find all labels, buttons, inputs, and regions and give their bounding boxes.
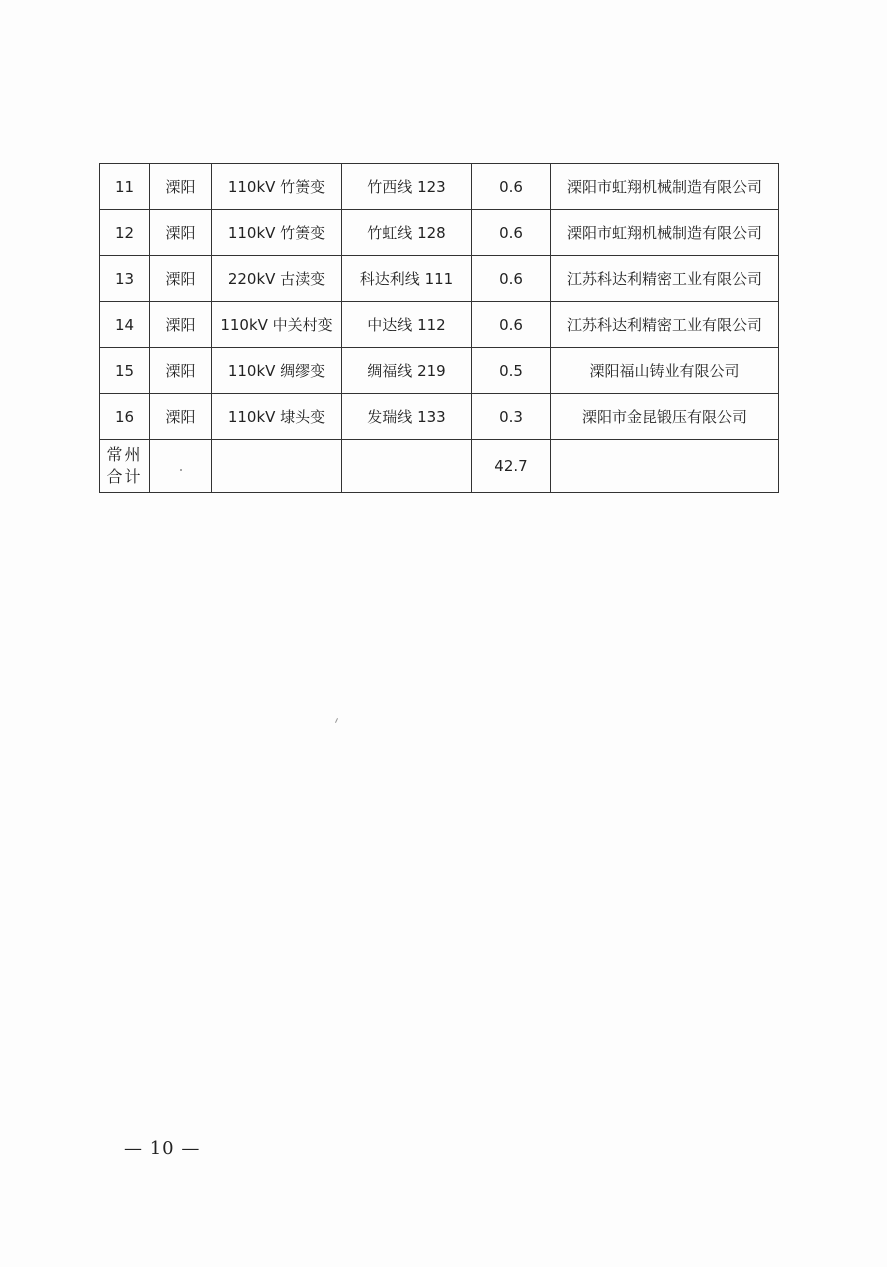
company-cell: 溧阳市虹翔机械制造有限公司 — [551, 164, 779, 210]
line-cell: 竹西线 123 — [342, 164, 472, 210]
load-cell: 0.6 — [472, 256, 551, 302]
substation-cell: 110kV 竹箦变 — [212, 210, 342, 256]
company-cell: 江苏科达利精密工业有限公司 — [551, 302, 779, 348]
table-row — [100, 394, 779, 440]
load-cell: 0.6 — [472, 210, 551, 256]
scan-dot — [180, 469, 182, 471]
substation-cell: 110kV 埭头变 — [212, 394, 342, 440]
substation-cell: 220kV 古渎变 — [212, 256, 342, 302]
company-cell: 溧阳福山铸业有限公司 — [551, 348, 779, 394]
row-number-cell: 15 — [100, 348, 150, 394]
total-label-cell — [100, 440, 150, 493]
county-cell: 溧阳 — [150, 302, 212, 348]
line-cell: 竹虹线 128 — [342, 210, 472, 256]
total-label: 常州合计 — [106, 445, 143, 486]
table-row — [100, 302, 779, 348]
load-cell: 0.5 — [472, 348, 551, 394]
line-cell: 绸福线 219 — [342, 348, 472, 394]
line-cell: 科达利线 111 — [342, 256, 472, 302]
load-cell: 0.6 — [472, 302, 551, 348]
substation-cell: 110kV 竹箦变 — [212, 164, 342, 210]
total-row — [100, 440, 779, 493]
company-cell: 溧阳市虹翔机械制造有限公司 — [551, 210, 779, 256]
total-substation-cell — [212, 440, 342, 493]
substation-cell: 110kV 中关村变 — [212, 302, 342, 348]
line-cell: 发瑞线 133 — [342, 394, 472, 440]
load-cell: 0.3 — [472, 394, 551, 440]
table-row — [100, 210, 779, 256]
table-row — [100, 348, 779, 394]
total-line-cell — [342, 440, 472, 493]
total-load-cell: 42.7 — [472, 440, 551, 493]
row-number-cell: 11 — [100, 164, 150, 210]
row-number-cell: 13 — [100, 256, 150, 302]
county-cell: 溧阳 — [150, 164, 212, 210]
load-cell: 0.6 — [472, 164, 551, 210]
row-number-cell: 14 — [100, 302, 150, 348]
load-table — [99, 163, 779, 493]
company-cell: 溧阳市金昆锻压有限公司 — [551, 394, 779, 440]
county-cell: 溧阳 — [150, 210, 212, 256]
company-cell: 江苏科达利精密工业有限公司 — [551, 256, 779, 302]
total-company-cell — [551, 440, 779, 493]
scan-speck — [335, 718, 338, 723]
substation-cell: 110kV 绸缪变 — [212, 348, 342, 394]
county-cell: 溧阳 — [150, 256, 212, 302]
row-number-cell: 12 — [100, 210, 150, 256]
table-body — [100, 164, 779, 493]
total-county-cell — [150, 440, 212, 493]
page-number: — 10 — — [124, 1138, 201, 1159]
county-cell: 溧阳 — [150, 394, 212, 440]
county-cell: 溧阳 — [150, 348, 212, 394]
table-row — [100, 164, 779, 210]
row-number-cell: 16 — [100, 394, 150, 440]
line-cell: 中达线 112 — [342, 302, 472, 348]
table-row — [100, 256, 779, 302]
